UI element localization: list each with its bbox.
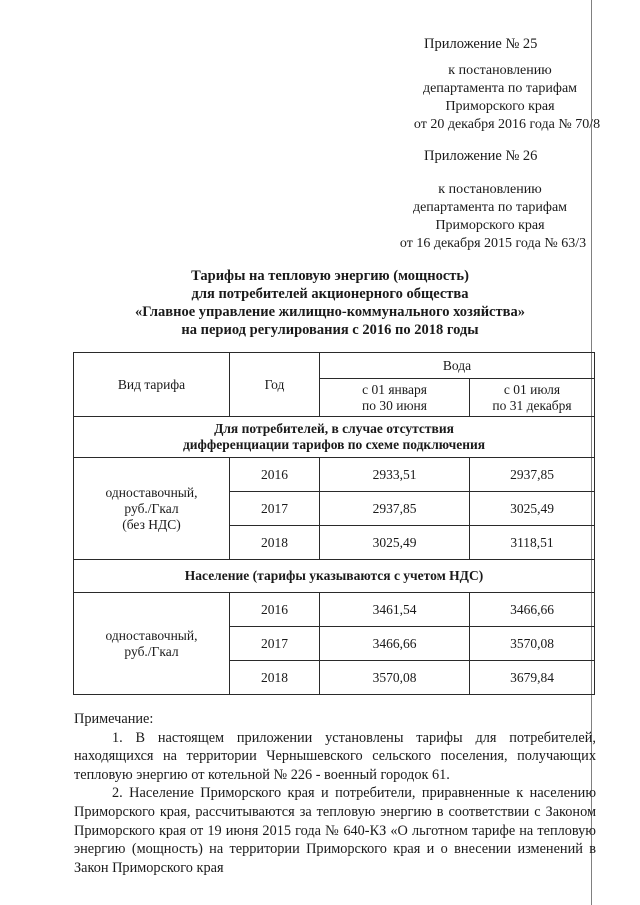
header-second-half-line1: с 01 июля xyxy=(503,381,561,397)
note-item-2: 2. Население Приморского края и потребители, приравненные к населению Приморского края, рассчитываются за тепловую энергию в соответствии с Законом Приморского края от 19 июня 2015 года № 640-КЗ «О льготном тарифе на тепловую энергию (мощность) на территории Приморского края и о внесении изменений в Закон Приморского края xyxy=(74,785,596,876)
appendix-26-line1: к постановлению xyxy=(438,182,542,197)
year-cell: 2018 xyxy=(230,661,320,695)
section2-tariff-type xyxy=(74,593,230,695)
document-heading xyxy=(70,267,590,339)
header-second-half-line2: по 31 декабря xyxy=(492,397,572,413)
value-cell-h1: 2933,51 xyxy=(320,458,470,492)
header-year: Год xyxy=(230,353,320,417)
section2-title: Население (тарифы указываются с учетом НДС) xyxy=(74,560,595,593)
value-cell-h2: 2937,85 xyxy=(470,458,595,492)
value-cell-h2: 3679,84 xyxy=(470,661,595,695)
note-section xyxy=(74,710,596,877)
appendix-26-reference xyxy=(350,181,630,253)
year-cell: 2016 xyxy=(230,593,320,627)
header-tariff-type: Вид тарифа xyxy=(74,353,230,417)
heading-line4: на период регулирования с 2016 по 2018 годы xyxy=(181,322,479,338)
appendix-26-line4: от 16 декабря 2015 года № 63/3 xyxy=(399,236,587,251)
appendix-25-line3: Приморского края xyxy=(445,99,555,114)
section2-title-row xyxy=(74,560,595,593)
section1-type-line3: (без НДС) xyxy=(122,516,181,532)
header-water: Вода xyxy=(320,353,595,379)
year-cell: 2016 xyxy=(230,458,320,492)
value-cell-h1: 3461,54 xyxy=(320,593,470,627)
section1-title xyxy=(74,417,595,458)
section2-type-line2: руб./Гкал xyxy=(124,643,179,659)
appendix-26-line3: Приморского края xyxy=(435,218,545,233)
value-cell-h2: 3118,51 xyxy=(470,526,595,560)
heading-line3: «Главное управление жилищно-коммунального хозяйства» xyxy=(135,304,525,320)
appendix-25-line4: от 20 декабря 2016 года № 70/8 xyxy=(413,117,601,132)
year-cell: 2017 xyxy=(230,627,320,661)
appendix-26-line2: департамента по тарифам xyxy=(412,200,568,215)
year-cell: 2017 xyxy=(230,492,320,526)
year-cell: 2018 xyxy=(230,526,320,560)
appendix-25-title: Приложение № 25 xyxy=(424,36,538,52)
value-cell-h1: 3570,08 xyxy=(320,661,470,695)
section1-type-line2: руб./Гкал xyxy=(124,500,179,516)
value-cell-h2: 3466,66 xyxy=(470,593,595,627)
header-first-half-line1: с 01 января xyxy=(362,381,427,397)
appendix-25-line1: к постановлению xyxy=(448,63,552,78)
table-header-row xyxy=(74,353,595,379)
header-second-half xyxy=(470,379,595,417)
header-first-half xyxy=(320,379,470,417)
heading-line2: для потребителей акционерного общества xyxy=(191,286,469,302)
table-row xyxy=(74,593,595,627)
appendix-25-reference xyxy=(360,62,640,134)
section1-tariff-type xyxy=(74,458,230,560)
header-first-half-line2: по 30 июня xyxy=(362,397,427,413)
section1-title-line1: Для потребителей, в случае отсутствия xyxy=(214,421,454,436)
value-cell-h2: 3570,08 xyxy=(470,627,595,661)
value-cell-h1: 2937,85 xyxy=(320,492,470,526)
section1-type-line1: одноставочный, xyxy=(105,484,198,500)
note-item-1: 1. В настоящем приложении установлены тарифы для потребителей, находящихся на территории Чернышевского сельского поселения, получающих тепловую энергию от котельной № 226 - военный городок 61. xyxy=(74,729,596,783)
value-cell-h2: 3025,49 xyxy=(470,492,595,526)
tariff-table xyxy=(73,352,595,695)
note-heading: Примечание: xyxy=(74,711,154,727)
appendix-26-title: Приложение № 26 xyxy=(424,148,538,164)
appendix-25-line2: департамента по тарифам xyxy=(422,81,578,96)
table-row xyxy=(74,458,595,492)
value-cell-h1: 3025,49 xyxy=(320,526,470,560)
value-cell-h1: 3466,66 xyxy=(320,627,470,661)
section1-title-row xyxy=(74,417,595,458)
section2-type-line1: одноставочный, xyxy=(105,627,198,643)
heading-line1: Тарифы на тепловую энергию (мощность) xyxy=(191,268,469,284)
section1-title-line2: дифференциации тарифов по схеме подключения xyxy=(182,437,486,452)
